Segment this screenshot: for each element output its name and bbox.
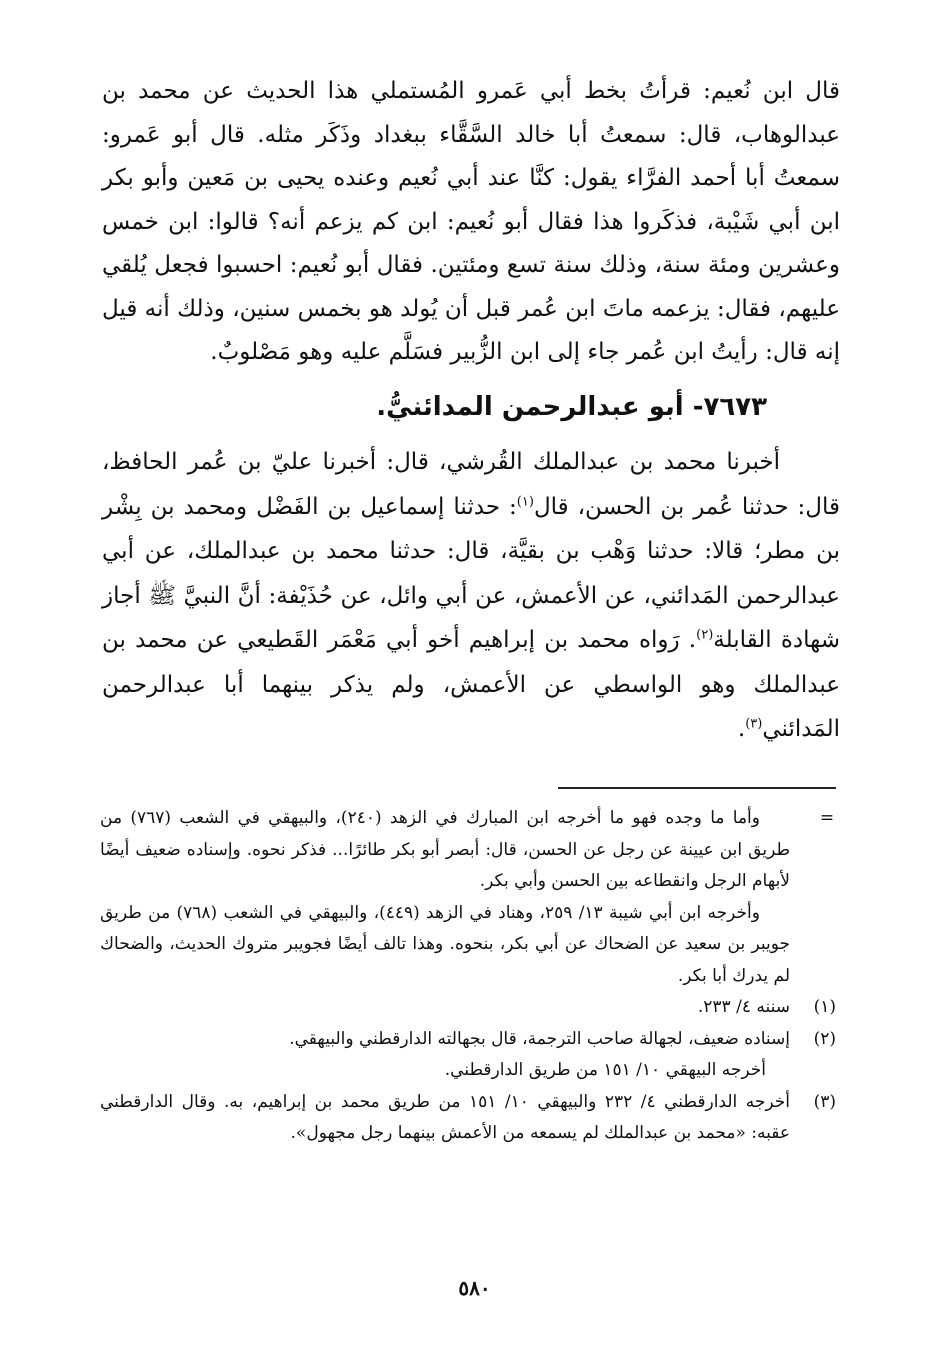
paragraph-2-end: .: [737, 716, 746, 742]
paragraph-2-part-a: أخبرنا محمد بن عبدالملك القُرشي، قال: أخبرنا عليّ بن عُمر الحافظ، قال: حدثنا عُمر بن الحسن، قال: [102, 449, 840, 520]
footnote-continuation: [100, 803, 842, 992]
paragraph-2-part-b: : حدثنا إسماعيل بن الفَضْل ومحمد بن بِشْر بن مطر؛ قالا: حدثنا وَهْب بن بقيَّة، قال: حدثنا محمد بن عبدالملك، عن أبي عبدالرحمن المَدائني، عن الأعمش، عن أبي وائل، عن حُذَيْفة: أنَّ النبيَّ ﷺ أجاز شهادة القابلة: [102, 493, 840, 653]
footnote-line: سننه ٤/ ٢٣٣.: [697, 997, 790, 1017]
footnotes-section: [100, 803, 842, 1150]
page-number: ٥٨٠: [458, 1276, 491, 1300]
paragraph-1: قال ابن نُعيم: قرأتُ بخط أبي عَمرو المُستملي هذا الحديث عن محمد بن عبدالوهاب، قال: سمعتُ أبا خالد السَّقَّاء ببغداد وذَكَر مثله. قال أبو عَمرو: سمعتُ أبا أحمد الفرَّاء يقول: كنَّا عند أبي نُعيم وعنده يحيى بن مَعين وأبو بكر ابن أبي شَيْبة، فذكَروا هذا فقال أبو نُعيم: ابن كم يزعم أنه؟ قالوا: ابن خمس وعشرين ومئة سنة، وذلك سنة تسع ومئتين. فقال أبو نُعيم: احسبوا فجعل يُلقي عليهم، فقال: يزعمه ماتَ ابن عُمر قبل أن يُولد هو بخمس سنين، وذلك أنه قيل إنه قال: رأيتُ ابن عُمر جاء إلى ابن الزُّبير فسَلَّم عليه وهو مَصْلوبٌ.: [102, 78, 840, 365]
paragraph-2-part-c: . رَواه محمد بن إبراهيم أخو أبي مَعْمَر القَطيعي عن محمد بن عبدالملك وهو الواسطي عن الأعمش، ولم يذكر بينهما أبا عبدالرحمن المَدائني: [102, 627, 840, 742]
footnote-ref-2: (٢): [696, 627, 714, 643]
continuation-paragraph-2: وأخرجه ابن أبي شيبة ١٣/ ٢٥٩، وهناد في الزهد (٤٤٩)، والبيهقي في الشعب (٧٦٨) من طريق جويبر بن سعيد عن الضحاك عن أبي بكر، بنحوه. وهذا تالف أيضًا فجويبر متروك الحديث، والضحاك لم يدرك أبا بكر.: [100, 902, 790, 986]
footnote-line: إسناده ضعيف، لجهالة صاحب الترجمة، قال بجهالته الدارقطني والبيهقي.: [289, 1028, 790, 1049]
footnote-item-2: [100, 1024, 842, 1087]
footnote-number: (٢): [813, 1028, 836, 1049]
paragraph-2: [102, 440, 840, 752]
continuation-marker: =: [819, 808, 835, 828]
footnote-item-1: [100, 992, 842, 1024]
footnote-line: أخرجه الدارقطني ٤/ ٢٣٢ والبيهقي ١٠/ ١٥١ من طريق محمد بن إبراهيم، به. وقال الدارقطني عقبه: «محمد بن عبدالملك لم يسمعه من الأعمش بينهما رجل مجهول».: [100, 1091, 790, 1143]
entry-heading: ٧٦٧٣- أبو عبدالرحمن المدائنيُّ.: [376, 392, 767, 422]
continuation-paragraph-1: وأما ما وجده فهو ما أخرجه ابن المبارك في الزهد (٢٤٠)، والبيهقي في الشعب (٧٦٧) من طريق ابن عيينة عن رجل عن الحسن، قال: أبصر أبو بكر طائرًا... فذكر نحوه. وإسناده ضعيف أيضًا لأبهام الرجل وانقطاعه بين الحسن وأبي بكر.: [100, 808, 790, 891]
footnote-ref-1: (١): [516, 493, 534, 509]
footnote-item-3: [100, 1087, 842, 1150]
footnote-number: (٣): [813, 1091, 836, 1112]
footnote-line: أخرجه البيهقي ١٠/ ١٥١ من طريق الدارقطني.: [444, 1060, 766, 1080]
footnote-divider: [558, 787, 836, 789]
main-text: [102, 70, 840, 375]
footnote-ref-3: (٣): [745, 716, 763, 732]
footnote-number: (١): [813, 997, 836, 1017]
